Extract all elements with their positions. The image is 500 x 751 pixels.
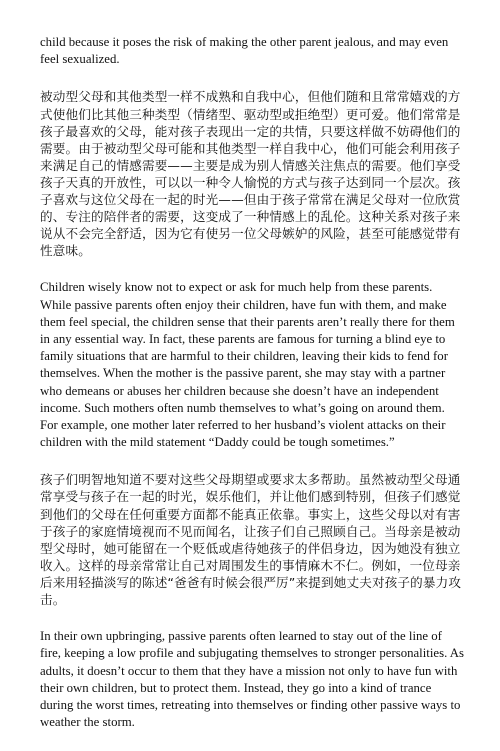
document-page	[40, 34, 464, 751]
paragraph-zh-passive-parents: 被动型父母和其他类型一样不成熟和自我中心，但他们随和且常常嬉戏的方式使他们比其他三种类型（情绪型、驱动型或拒绝型）更可爱。他们常常是孩子最喜欢的父母，能对孩子表现出一定的共情，只要这样做不妨碍他们的需要。由于被动型父母可能和其他类型一样自我中心，他们可能会利用孩子来满足自己的情感需要——主要是成为别人情感关注焦点的需要。他们享受孩子天真的开放性，可以以一种令人愉悦的方式与孩子达到同一个层次。孩子喜欢与这位父母在一起的时光——但由于孩子常常在满足父母对一位欣赏的、专注的陪伴者的需要，这变成了一种情感上的乱伦。这种关系对孩子来说从不会完全舒适，因为它有使另一位父母嫉妒的风险，甚至可能感觉带有性意味。	[40, 89, 461, 259]
paragraph-en-continued: child because it poses the risk of making the other parent jealous, and may even feel sexualized.	[40, 35, 449, 67]
paragraph-zh-children-expectations: 孩子们明智地知道不要对这些父母期望或要求太多帮助。虽然被动型父母通常享受与孩子在一起的时光，娱乐他们，并让他们感到特别，但孩子们感觉到他们的父母在任何重要方面都不能真正依靠。事实上，这些父母以对有害于孩子的家庭情境视而不见而闻名，让孩子们自己照顾自己。当母亲是被动型父母时，她可能留在一个贬低或虐待她孩子的伴侣身边，因为她没有独立收入。这样的母亲常常让自己对周围发生的事情麻木不仁。例如，一位母亲后来用轻描淡写的陈述“爸爸有时候会很严厉”来提到她丈夫对孩子的暴力攻击。	[40, 472, 462, 608]
paragraph-en-upbringing: In their own upbringing, passive parents often learned to stay out of the line of fire, keeping a low profile and subjugating themselves to stronger personalities. As adults, it doesn’t occur to them that they have a mission not only to have fun with their own children, but to protect them. Instead, they go into a kind of trance during the worst times, retreating into themselves or finding other passive ways to weather the storm.	[40, 629, 464, 730]
paragraph-en-children-expectations: Children wisely know not to expect or ask for much help from these parents. While passive parents often enjoy their children, have fun with them, and make them feel special, the children sense that their parents aren’t really there for them in any essential way. In fact, these parents are famous for turning a blind eye to family situations that are harmful to their children, leaving their kids to fend for themselves. When the mother is the passive parent, she may stay with a partner who demeans or abuses her children because she doesn’t have an independent income. Such mothers often numb themselves to what’s going on around them. For example, one mother later referred to her husband’s violent attacks on their children with the mild statement “Daddy could be tough sometimes.”	[40, 280, 455, 450]
